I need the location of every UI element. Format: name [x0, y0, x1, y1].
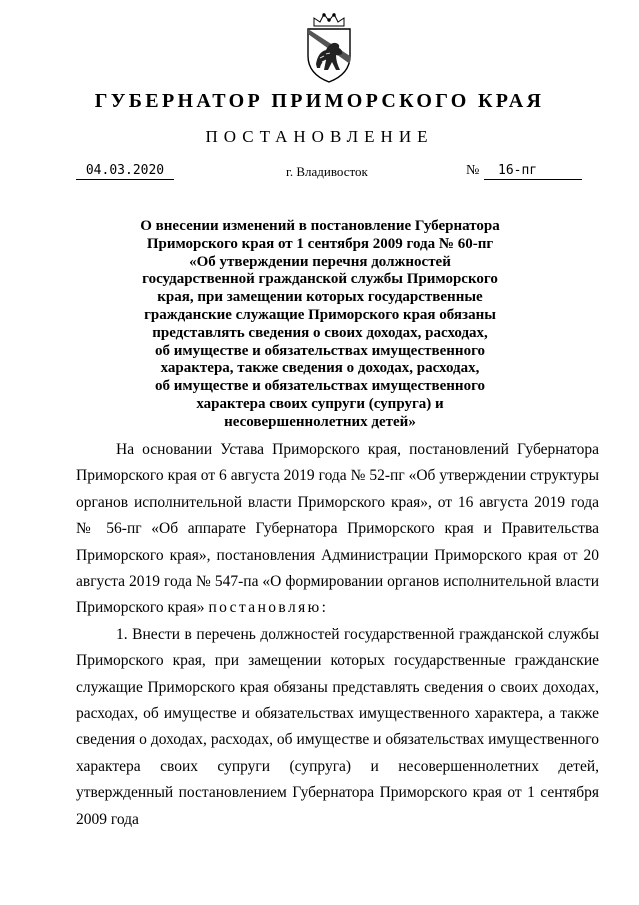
resolution-word: постановляю: [208, 599, 329, 617]
heading-line: об имуществе и обязательствах имущественного [154, 342, 486, 359]
paragraph-text: На основании Устава Приморского края, постановлений Губернатора Приморского края от 6 августа 2019 года № 52-пг «Об утверждении структуры органов исполнительной власти Приморского края», от 16 августа 2019 года № 56-пг «Об аппарате Губернатора Приморского края и Правительства Приморского края», постановления Администрации Приморского края от 20 августа 2019 года № 547-па «О формировании органов исполнительной власти Приморского края» [76, 441, 599, 617]
number-sign: № [466, 163, 480, 178]
heading-line: государственной гражданской службы Приморского [142, 271, 498, 288]
document-date: 04.03.2020 [76, 163, 174, 180]
primorsky-krai-coat-of-arms-icon [296, 12, 362, 84]
heading-line: Приморского края от 1 сентября 2009 года № 60-пг [146, 235, 494, 252]
heading-line: представлять сведения о своих доходах, расходах, [152, 324, 488, 341]
heading-line: характера своих супруги (супруга) и [196, 395, 444, 412]
heading-line: об имуществе и обязательствах имущественного [154, 378, 486, 395]
heading-line: характера, также сведения о доходах, расходах, [160, 360, 480, 377]
document-meta [0, 163, 639, 187]
heading-line: гражданские служащие Приморского края обязаны [144, 306, 496, 323]
heading-line: несовершеннолетних детей» [224, 413, 416, 430]
document-type: ПОСТАНОВЛЕНИЕ [205, 127, 434, 146]
document-number: 16-пг [484, 163, 582, 180]
body-paragraph [76, 437, 599, 622]
heading-line: «Об утверждении перечня должностей [189, 253, 451, 270]
document-city: г. Владивосток [286, 164, 368, 179]
document-body [76, 437, 599, 833]
body-paragraph: 1. Внести в перечень должностей государственной гражданской службы Приморского края, при замещении которых государственные гражданские служащие Приморского края обязаны представлять сведения о своих доходах, расходах, об имуществе и обязательствах имущественного характера, а также сведения о доходах, расходах, об имуществе и обязательствах имущественного характера своих супруги (супруга) и несовершеннолетних детей, утвержденный постановлением Губернатора Приморского края от 1 сентября 2009 года [76, 625, 599, 828]
heading-line: края, при замещении которых государственные [157, 289, 483, 306]
heading-line: О внесении изменений в постановление Губернатора [140, 218, 500, 234]
document-title: ГУБЕРНАТОР ПРИМОРСКОГО КРАЯ [94, 90, 545, 112]
document-heading [110, 218, 530, 432]
